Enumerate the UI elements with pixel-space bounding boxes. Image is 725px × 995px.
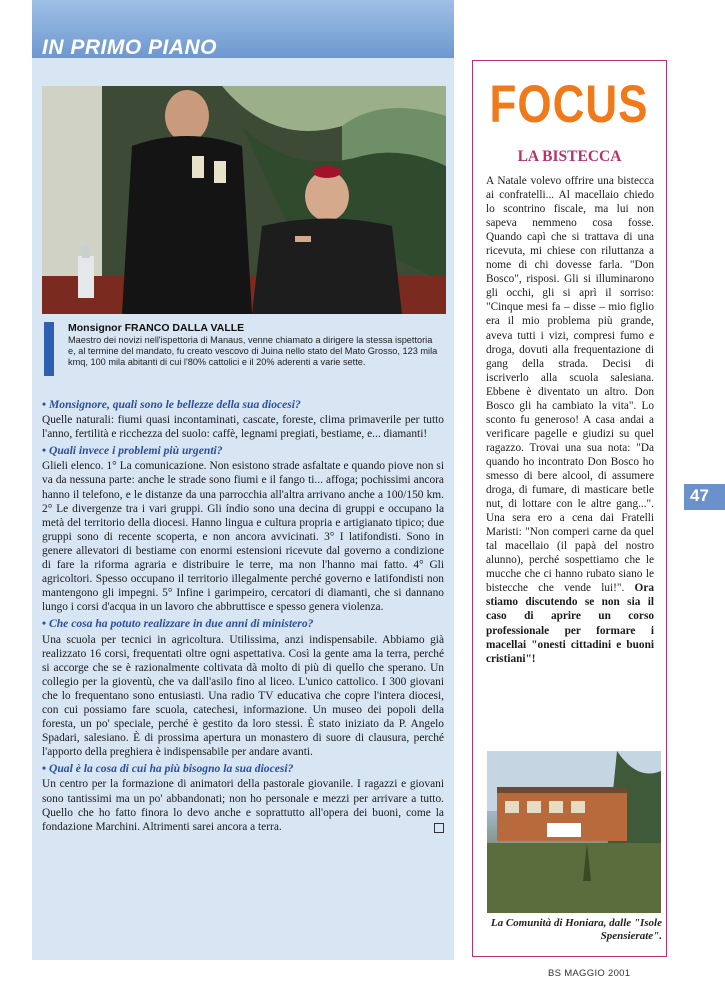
- question-1: • Monsignore, quali sono le bellezze della sua diocesi?: [42, 398, 301, 411]
- article-column: [32, 0, 454, 960]
- focus-text-bold: Ora stiamo discutendo se non sia il caso di aprire un corso professionale per formare i macellai "onesti cittadini e buoni cristiani"!: [486, 582, 654, 665]
- answer-1: Quelle naturali: fiumi quasi incontaminati, cascate, foreste, clima primaverile per tutto l'anno, fertilità e ricchezza del suolo: caffè, legnami pregiati, bestiame, e... diamanti!: [42, 414, 444, 441]
- page-footer: BS MAGGIO 2001: [548, 968, 631, 979]
- section-header: [32, 0, 454, 58]
- section-title: IN PRIMO PIANO: [42, 36, 218, 59]
- question-2: • Quali invece i problemi più urgenti?: [42, 444, 223, 458]
- answer-3: Una scuola per tecnici in agricoltura. Utilissima, anzi indispensabile. Abbiamo già realizzato 16 corsi, frequentati oltre ogni aspettativa. Così la gente ama la terra, perché si accorge che se è razionalmente coltivata dà molto di più di quello che sperano. Un collegio per la gioventù, che va dall'asilo fino al liceo. L'unico cattolico. I 300 giovani che lo frequentano sono entusiasti. Una radio TV educativa che copre l'intera diocesi, con cui possiamo fare scuola, catechesi, informazione. Un museo dei popoli della foresta, un po' speciale, perché è gestito da loro stessi. È stato iniziato da P. Angelo Spadari, salesiano. È di prossima apertura un monastero di suore di clausura, perché l'apporto della preghiera è indispensabile per andare avanti.: [42, 633, 444, 759]
- focus-subtitle: LA BISTECCA: [517, 148, 622, 165]
- caption-accent-bar: [44, 322, 54, 376]
- honiara-community-photo: [487, 751, 661, 913]
- interview-body: [42, 395, 444, 834]
- end-of-article-icon: [434, 823, 444, 833]
- caption-text: Maestro dei novizi nell'ispettoria di Manaus, venne chiamato a dirigere la stessa ispettoria e, al termine del mandato, fu creato vescovo di Juina nello stato del Mato Grosso, 123 mila kmq, 100 mila abitanti di cui l'80% cattolici e il 20% aderenti a varie sette.: [68, 335, 438, 367]
- answer-4: Un centro per la formazione di animatori della pastorale giovanile. I ragazzi e giovani sono tantissimi ma un po' abbandonati; non ho personale e mezzi per arrivare a tutto. Quello che ho fatto finora lo devo anche e soprattutto all'opera dei buoni, come la fondazione Marchini. Altrimenti sarei ancora a terra.: [42, 778, 444, 833]
- photo-caption: [44, 320, 446, 380]
- focus-text: A Natale volevo offrire una bistecca ai confratelli... Al macellaio chiedo lo scontrino fiscale, ma lui non sapeva nemmeno cosa fosse. Quando capì che si trattava di una ricevuta, mi chiese con riluttanza a nome di chi dovesse farla. "Don Bosco", risposi. Gli si illuminarono gli occhi, gli si aprì il sorriso: "Cinque mesi fa – disse – mio figlio era il mio problema più grande, aveva tutti i vizi, compresi fumo e droga, dovuti alla frequentazione di gang della strada. Decisi di iscriverlo alla scuola salesiana. Ebbene è diventato un altro. Don Bosco gli ha cambiato la vita". Lo sconto fu generoso! A casa andai a verificare pagelle e giudizi su quel ragazzo. Trovai una sua nota: "Da quando ho incontrato Don Bosco ho smesso di bere alcool, di assumere droga, di fumare, di masticare betle nut, di lottare con le altre gang...". Una sera ero a cena dai Fratelli Maristi: "Non comperi carne da quel tal macellaio (il papà del nostro alunno), perché sospettiamo che le mucche che ci hanno rubato siano le bistecche che vende lui!". Ora stiamo discutendo se non sia il caso di aprire un corso professionale per formare i macellai "onesti cittadini e buoni cristiani"!: [486, 175, 654, 665]
- page-number: 47: [690, 486, 709, 505]
- question-4: • Qual è la cosa di cui ha più bisogno la sua diocesi?: [42, 762, 294, 776]
- focus-title: FOCUS: [489, 75, 649, 134]
- question-3: • Che cosa ha potuto realizzare in due anni di ministero?: [42, 617, 314, 631]
- answer-2: Glieli elenco. 1° La comunicazione. Non esistono strade asfaltate e quando piove non si va da nessuna parte: anche le strade sono fiumi e il fango ti... affoga; pochissimi ancora hanno il telefono, e le distanze da una parrocchia all'altra arrivano anche a 100/150 km. 2° Le divergenze tra i vari gruppi. Gli índio sono una decina di gruppi e occupano la metà del territorio della diocesi. Hanno lingua e cultura propria e artigianato tipico; due gruppi sono di recente scoperta, e non ancora avvicinati. 3° I latifondisti. Sono in genere allevatori di bestiame con enormi estensioni ricevute dal governo a condizione di fare la riforma agraria e distribuire le terre, ma non l'hanno mai fatto. 4° Gli agricoltori. Spesso occupano il territorio illegalmente perché governo e latifondisti non mantengono gli impegni. 5° Infine i garimpeiro, cercatori di diamanti, che si dannano lungo i corsi d'acqua in un lavoro che abbruttisce e spesso genera violenza.: [42, 460, 444, 614]
- caption-name: Monsignor FRANCO DALLA VALLE: [68, 322, 245, 334]
- bishops-toast-photo: [42, 86, 446, 314]
- focus-sidebar: [472, 60, 667, 957]
- focus-photo-caption: La Comunità di Honiara, dalle "Isole Spensierate".: [490, 917, 662, 942]
